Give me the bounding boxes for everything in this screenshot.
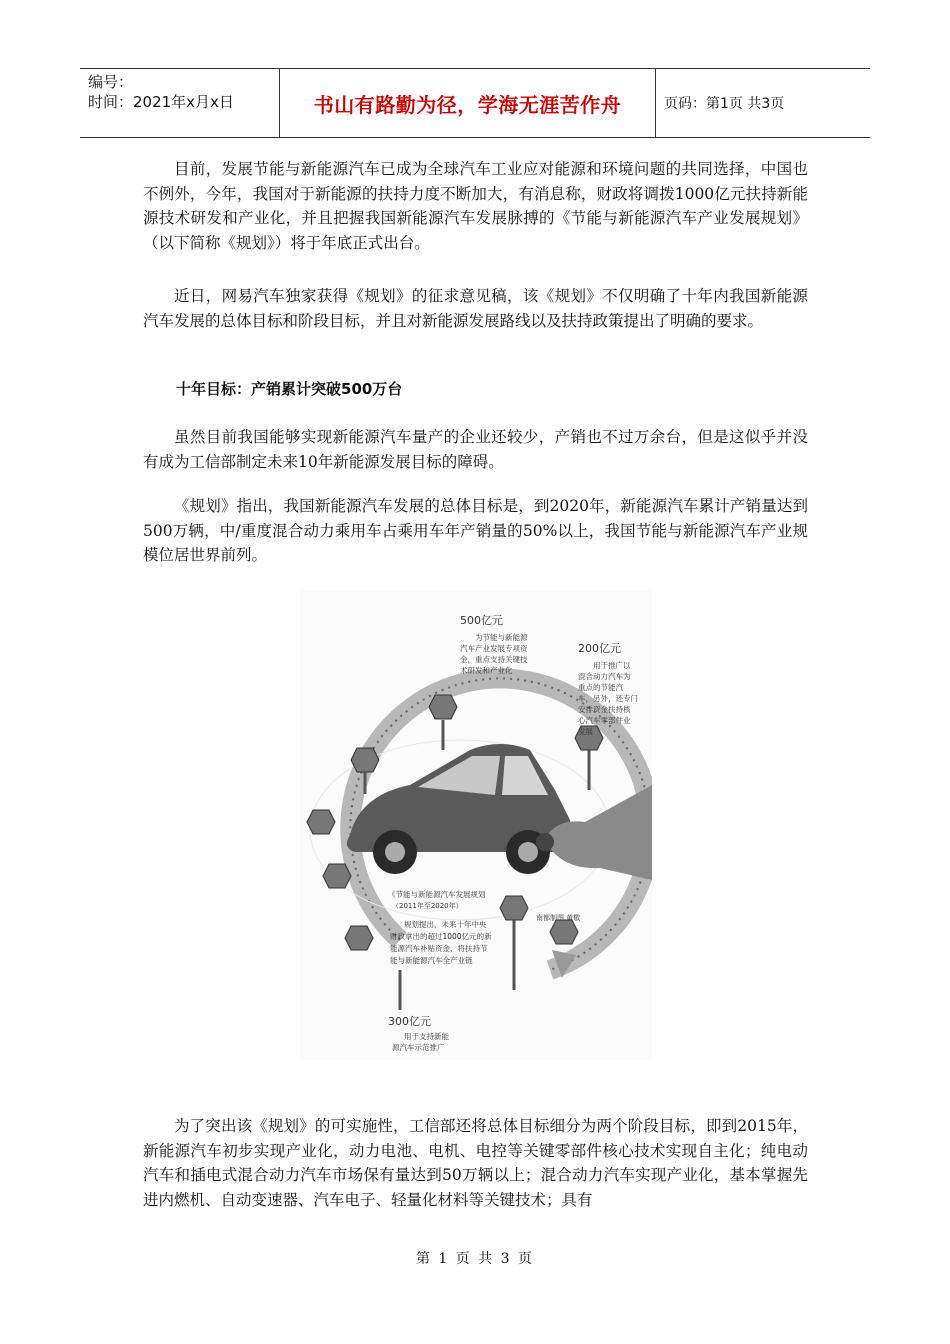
key-icon bbox=[536, 833, 554, 851]
text-200-line2: 混合动力汽车为 bbox=[578, 672, 631, 681]
text-200-line7: 发展 bbox=[578, 727, 593, 736]
text-200-line3: 重点的节能汽 bbox=[578, 683, 623, 692]
page-footer: 第 1 页 共 3 页 bbox=[415, 1251, 535, 1267]
doc-date-label: 时间：2021年x月x日 bbox=[88, 93, 234, 111]
paragraph-intro: 目前，发展节能与新能源汽车已成为全球汽车工业应对能源和环境问题的共同选择，中国也不例外，今年，我国对于新能源的扶持力度不断加大，有消息称，财政将调拨1000亿元扶持新能源技术研发和产业化，并且把握我国新能源汽车发展脉搏的《节能与新能源汽车产业发展规划》（以下简称《规划》）将于年底正式出台。 bbox=[143, 160, 808, 252]
amount-300: 300亿元 bbox=[388, 1015, 431, 1028]
center-title-line1: 《节能与新能源汽车发展规划 bbox=[388, 890, 486, 899]
text-200-line5: 安排资金扶持核 bbox=[578, 705, 631, 714]
text-500-line4: 术研发和产业化 bbox=[460, 666, 513, 675]
signpost-hex-icon bbox=[307, 810, 335, 834]
header-page-info: 页码：第1页 共3页 bbox=[664, 96, 785, 112]
text-200-line6: 心汽车零部件业 bbox=[578, 716, 631, 725]
text-500-line1: 为节能与新能源 bbox=[475, 633, 528, 642]
signpost-hex-icon bbox=[351, 748, 379, 772]
text-300-line2: 源汽车示范推广 bbox=[392, 1043, 445, 1052]
paragraph-current-status: 虽然目前我国能够实现新能源汽车量产的企业还较少，产销也不过万余台，但是这似乎并没有成为工信部制定未来10年新能源发展目标的障碍。 bbox=[143, 428, 808, 471]
header-meta bbox=[80, 69, 280, 137]
center-text-line2: 财政拿出的超过1000亿元的新 bbox=[390, 932, 492, 941]
paragraph-stage-goals: 为了突出该《规划》的可实施性，工信部还将总体目标细分为两个阶段目标，即到2015年，新能源汽车初步实现产业化，动力电池、电机、电控等关键零部件核心技术实现自主化；纯电动汽车和插电式混合动力汽车市场保有量达到50万辆以上；混合动力汽车实现产业化，基本掌握先进内燃机、自动变速器、汽车电子、轻量化材料等关键技术；具有 bbox=[143, 1117, 808, 1209]
text-500-line3: 金，重点支持关键技 bbox=[460, 655, 528, 664]
center-text-line4: 能与新能源汽车全产业链 bbox=[390, 956, 473, 965]
center-text-line3: 能源汽车补贴资金，将扶持节 bbox=[390, 944, 488, 953]
signpost-hex-icon bbox=[429, 695, 457, 719]
text-500-line2: 汽车产业发展专项资 bbox=[460, 644, 528, 653]
text-200-line4: 车，另外，还专门 bbox=[578, 694, 638, 703]
doc-number-label: 编号： bbox=[88, 73, 134, 91]
center-title-line2: （2011年至2020年） bbox=[392, 902, 463, 910]
figure-credit: 南都制图 黄敬 bbox=[536, 914, 581, 922]
plan-illustration-svg bbox=[300, 590, 652, 1060]
text-300-line1: 用于支持新能 bbox=[404, 1032, 449, 1041]
header-motto: 书山有路勤为径，学海无涯苦作舟 bbox=[280, 69, 656, 137]
page-header bbox=[80, 68, 870, 138]
text-200-line1: 用于推广以 bbox=[593, 661, 631, 670]
plan-illustration bbox=[300, 590, 652, 1060]
paragraph-draft: 近日，网易汽车独家获得《规划》的征求意见稿，该《规划》不仅明确了十年内我国新能源汽车发展的总体目标和阶段目标，并且对新能源发展路线以及扶持政策提出了明确的要求。 bbox=[143, 287, 808, 330]
signpost-hex-icon bbox=[550, 920, 578, 944]
section-heading: 十年目标：产销累计突破500万台 bbox=[176, 380, 403, 398]
paragraph-overall-goal: 《规划》指出，我国新能源汽车发展的总体目标是，到2020年，新能源汽车累计产销量达到500万辆，中/重度混合动力乘用车占乘用车年产销量的50%以上，我国节能与新能源汽车产业规模位居世界前列。 bbox=[143, 497, 808, 564]
signpost-hex-icon bbox=[500, 896, 528, 920]
amount-500: 500亿元 bbox=[460, 614, 503, 627]
signpost-hex-icon bbox=[323, 864, 351, 888]
signpost-hex-icon bbox=[345, 926, 373, 950]
center-text-line1: 规划提出，未来十年中央 bbox=[404, 920, 487, 929]
amount-200: 200亿元 bbox=[578, 642, 621, 655]
